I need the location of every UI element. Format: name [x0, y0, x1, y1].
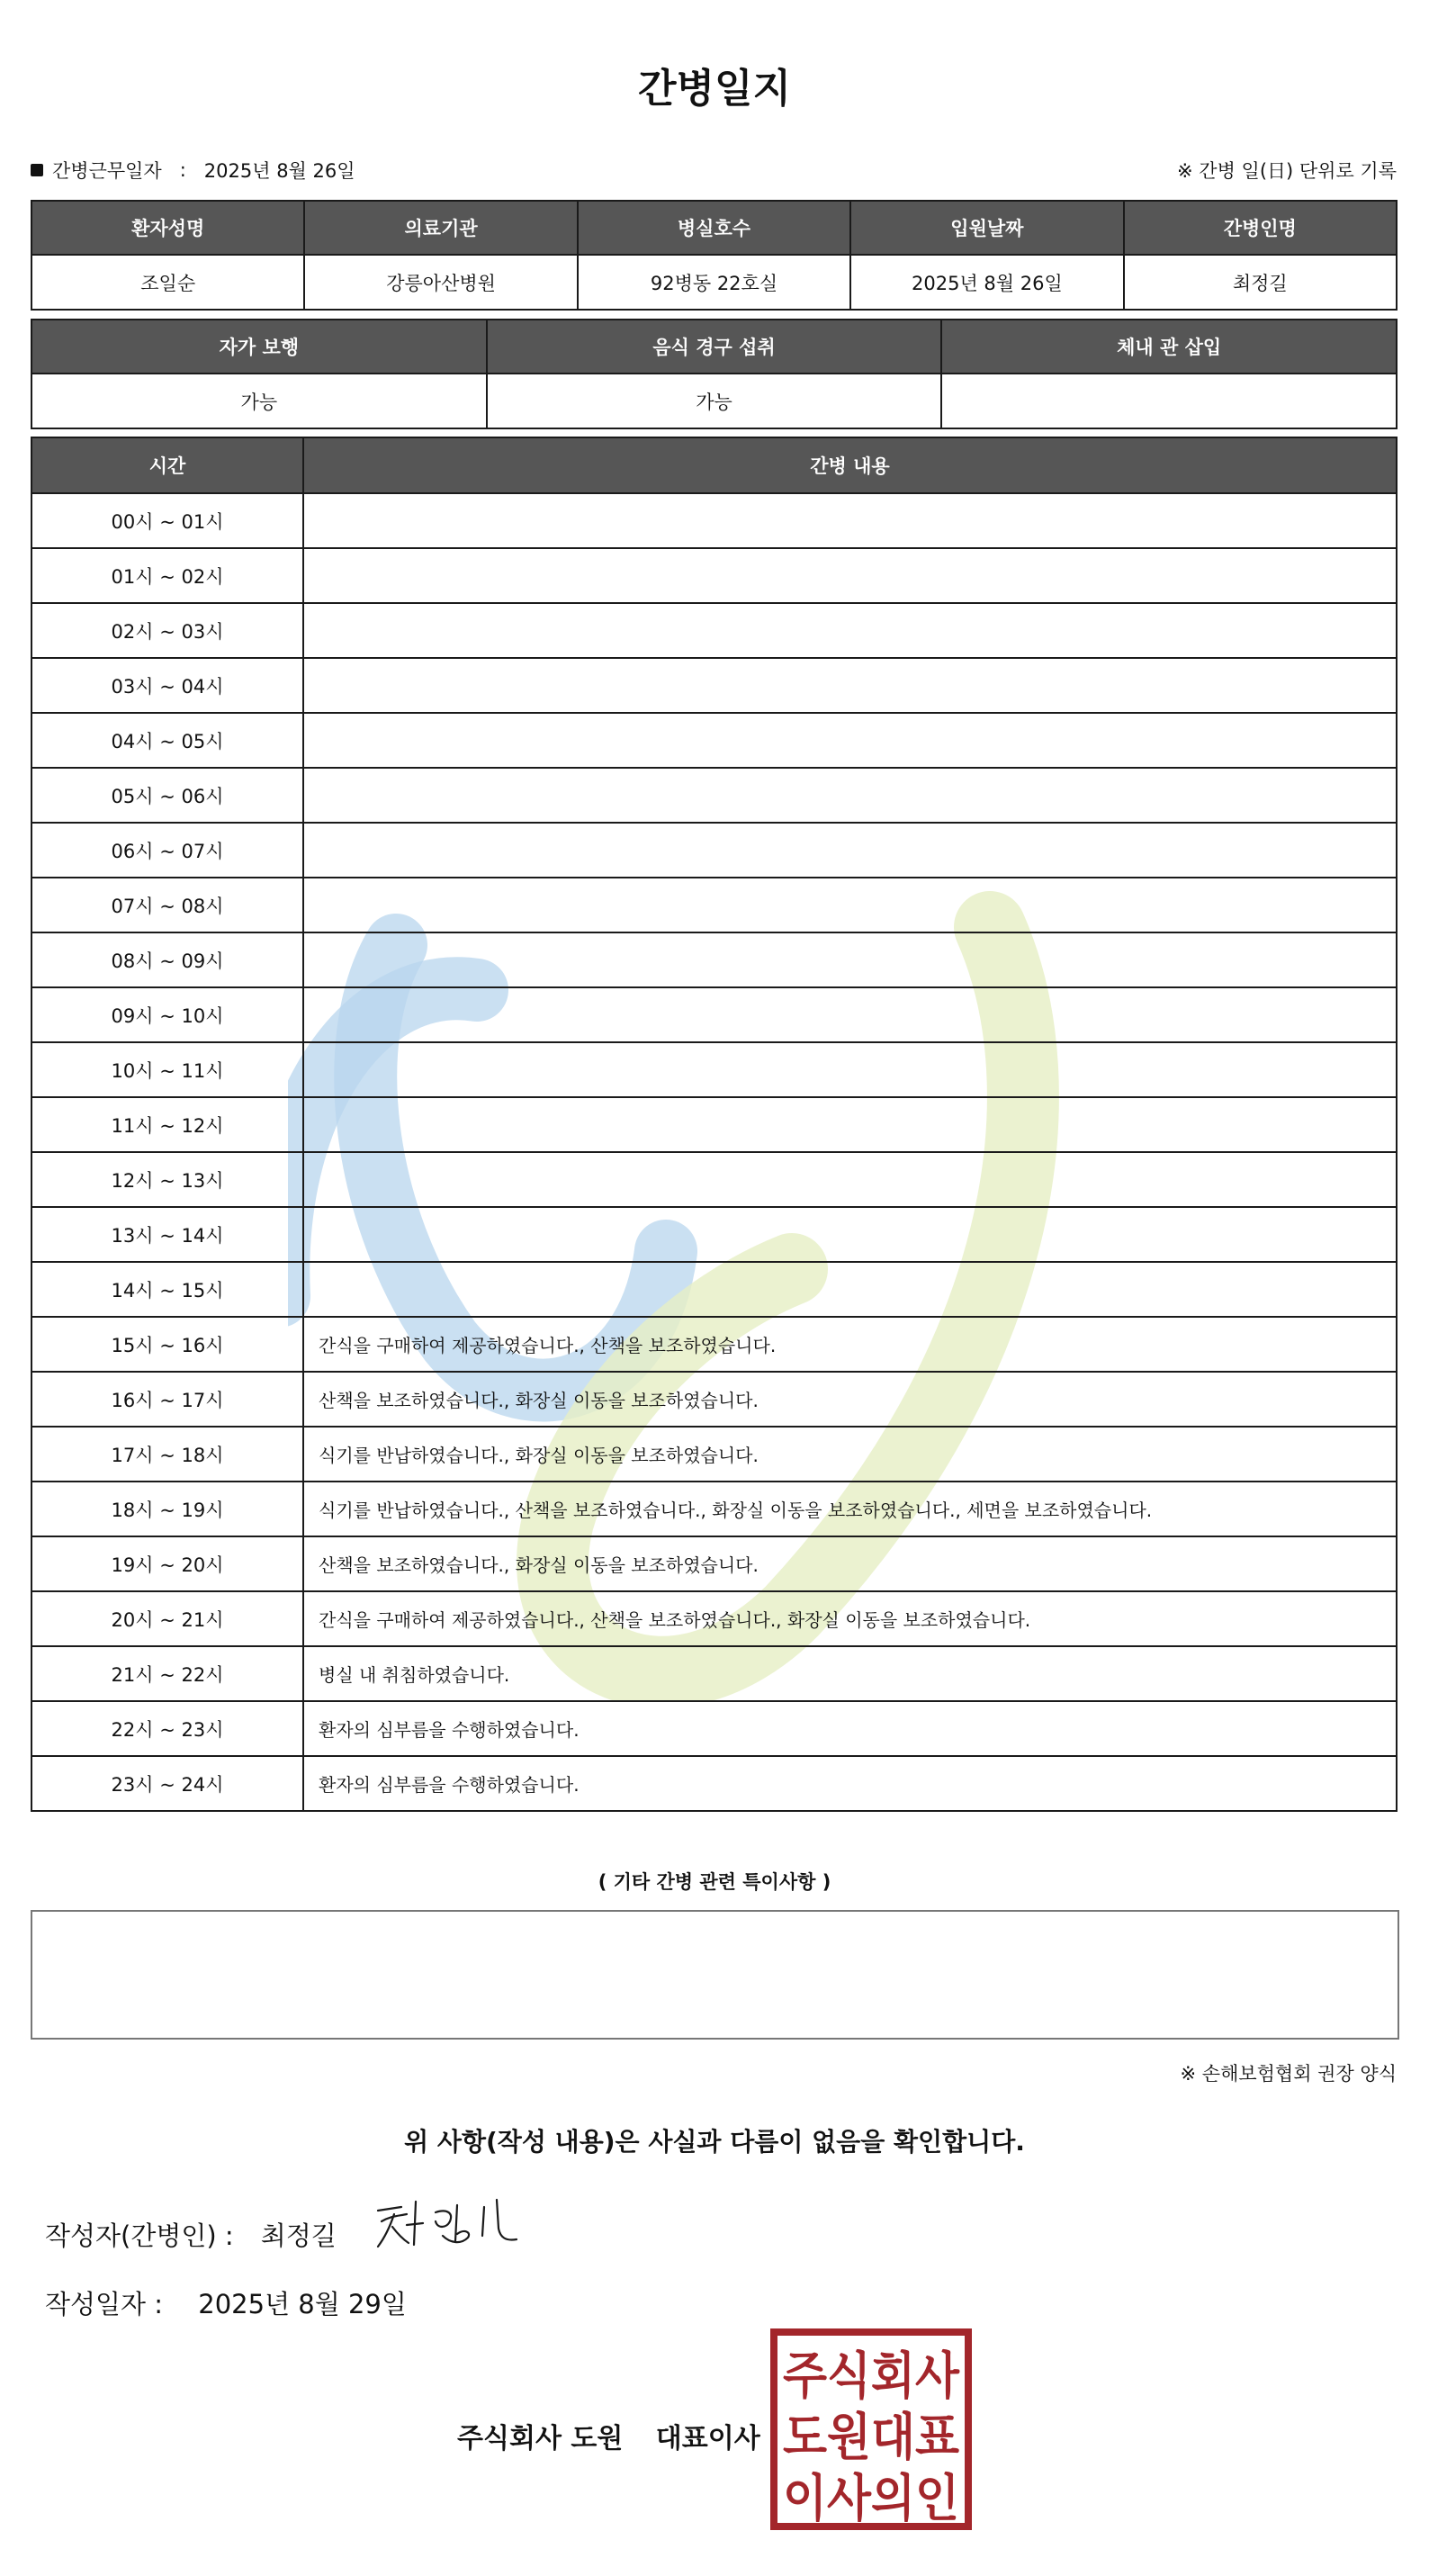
log-row	[31, 1262, 1397, 1317]
log-content	[303, 1152, 1397, 1207]
log-row	[31, 1207, 1397, 1262]
log-row	[31, 1536, 1397, 1591]
log-time: 11시 ~ 12시	[31, 1097, 303, 1152]
header-tube-insertion: 체내 관 삽입	[941, 320, 1397, 374]
remarks-title: ( 기타 간병 관련 특이사항 )	[598, 1871, 831, 1893]
log-time: 09시 ~ 10시	[31, 987, 303, 1042]
log-row	[31, 823, 1397, 878]
log-time: 12시 ~ 13시	[31, 1152, 303, 1207]
seal-line-3: 이사의인	[783, 2470, 959, 2528]
document-title: 간병일지	[637, 66, 791, 112]
log-content: 환자의 심부름을 수행하였습니다.	[303, 1756, 1397, 1811]
author-name: 최정길	[260, 2220, 337, 2251]
oral-intake-status: 가능	[487, 374, 942, 428]
log-content	[303, 1262, 1397, 1317]
form-note: ※ 손해보험협회 권장 양식	[1180, 2063, 1397, 2085]
log-time: 18시 ~ 19시	[31, 1482, 303, 1536]
log-row	[31, 1646, 1397, 1701]
log-content	[303, 878, 1397, 932]
log-time: 14시 ~ 15시	[31, 1262, 303, 1317]
log-content	[303, 1207, 1397, 1262]
log-content	[303, 768, 1397, 823]
log-content: 산책을 보조하였습니다., 화장실 이동을 보조하였습니다.	[303, 1536, 1397, 1591]
log-time: 22시 ~ 23시	[31, 1701, 303, 1756]
header-admission-date: 입원날짜	[850, 201, 1123, 255]
log-row	[31, 1482, 1397, 1536]
log-row	[31, 1701, 1397, 1756]
signature-image	[371, 2189, 533, 2261]
log-content	[303, 713, 1397, 768]
log-content	[303, 548, 1397, 603]
duty-date-colon: :	[179, 159, 186, 181]
log-row	[31, 878, 1397, 932]
log-time: 13시 ~ 14시	[31, 1207, 303, 1262]
log-content: 간식을 구매하여 제공하였습니다., 산책을 보조하였습니다.	[303, 1317, 1397, 1372]
log-row	[31, 1317, 1397, 1372]
patient-name: 조일순	[31, 255, 304, 310]
room-number: 92병동 22호실	[578, 255, 850, 310]
log-time: 16시 ~ 17시	[31, 1372, 303, 1427]
log-content	[303, 493, 1397, 548]
log-row	[31, 493, 1397, 548]
walking-status: 가능	[31, 374, 487, 428]
log-content: 환자의 심부름을 수행하였습니다.	[303, 1701, 1397, 1756]
log-time: 15시 ~ 16시	[31, 1317, 303, 1372]
log-content	[303, 987, 1397, 1042]
log-content	[303, 658, 1397, 713]
admission-date: 2025년 8월 26일	[850, 255, 1123, 310]
log-content: 산책을 보조하였습니다., 화장실 이동을 보조하였습니다.	[303, 1372, 1397, 1427]
duty-date-line	[31, 157, 355, 184]
caregiver-name: 최정길	[1124, 255, 1397, 310]
log-row	[31, 768, 1397, 823]
log-content: 병실 내 취침하였습니다.	[303, 1646, 1397, 1701]
log-row	[31, 603, 1397, 658]
header-oral-intake: 음식 경구 섭취	[487, 320, 942, 374]
header-room: 병실호수	[578, 201, 850, 255]
patient-status-table	[31, 319, 1398, 429]
confirmation-statement: 위 사항(작성 내용)은 사실과 다름이 없음을 확인합니다.	[404, 2127, 1025, 2157]
log-time: 04시 ~ 05시	[31, 713, 303, 768]
log-time: 19시 ~ 20시	[31, 1536, 303, 1591]
header-walking: 자가 보행	[31, 320, 487, 374]
log-content	[303, 603, 1397, 658]
log-time: 17시 ~ 18시	[31, 1427, 303, 1482]
log-row	[31, 1427, 1397, 1482]
log-time: 01시 ~ 02시	[31, 548, 303, 603]
log-row	[31, 713, 1397, 768]
log-time: 03시 ~ 04시	[31, 658, 303, 713]
log-time: 10시 ~ 11시	[31, 1042, 303, 1097]
log-time: 20시 ~ 21시	[31, 1591, 303, 1646]
header-care-content: 간병 내용	[303, 437, 1397, 493]
bullet-square-icon	[31, 164, 43, 176]
log-row	[31, 1372, 1397, 1427]
seal-line-1: 주식회사	[783, 2347, 960, 2406]
care-log-table	[31, 437, 1398, 1812]
log-row	[31, 1152, 1397, 1207]
header-patient-name: 환자성명	[31, 201, 304, 255]
written-date-value: 2025년 8월 29일	[198, 2289, 407, 2319]
log-content: 간식을 구매하여 제공하였습니다., 산책을 보조하였습니다., 화장실 이동을 보조하였습니다.	[303, 1591, 1397, 1646]
log-row	[31, 1042, 1397, 1097]
seal-line-2: 도원대표	[783, 2409, 959, 2467]
log-content	[303, 1042, 1397, 1097]
written-date-label: 작성일자 :	[45, 2289, 164, 2319]
log-row	[31, 548, 1397, 603]
remarks-box	[31, 1910, 1399, 2040]
log-row	[31, 932, 1397, 987]
tube-insertion-status	[941, 374, 1397, 428]
log-time: 08시 ~ 09시	[31, 932, 303, 987]
header-hospital: 의료기관	[304, 201, 577, 255]
patient-info-table	[31, 200, 1398, 311]
log-row	[31, 987, 1397, 1042]
company-seal-stamp	[770, 2328, 972, 2530]
log-content	[303, 1097, 1397, 1152]
hospital-name: 강릉아산병원	[304, 255, 577, 310]
log-row	[31, 1756, 1397, 1811]
written-date-line	[45, 2284, 407, 2321]
header-time: 시간	[31, 437, 303, 493]
author-label: 작성자(간병인) :	[45, 2220, 234, 2251]
log-content: 식기를 반납하였습니다., 화장실 이동을 보조하였습니다.	[303, 1427, 1397, 1482]
log-content: 식기를 반납하였습니다., 산책을 보조하였습니다., 화장실 이동을 보조하였습니다., 세면을 보조하였습니다.	[303, 1482, 1397, 1536]
log-content	[303, 932, 1397, 987]
log-time: 23시 ~ 24시	[31, 1756, 303, 1811]
log-time: 02시 ~ 03시	[31, 603, 303, 658]
company-representative-title: 대표이사	[655, 2423, 760, 2454]
log-content	[303, 823, 1397, 878]
unit-note: ※ 간병 일(日) 단위로 기록	[1177, 160, 1397, 182]
log-time: 07시 ~ 08시	[31, 878, 303, 932]
author-line	[45, 2216, 337, 2253]
company-name: 주식회사 도원	[457, 2423, 624, 2454]
log-time: 00시 ~ 01시	[31, 493, 303, 548]
log-row	[31, 1591, 1397, 1646]
log-time: 05시 ~ 06시	[31, 768, 303, 823]
company-line	[457, 2416, 760, 2455]
duty-date-label: 간병근무일자	[52, 160, 162, 182]
log-time: 21시 ~ 22시	[31, 1646, 303, 1701]
duty-date-value: 2025년 8월 26일	[203, 160, 355, 182]
log-time: 06시 ~ 07시	[31, 823, 303, 878]
log-row	[31, 658, 1397, 713]
log-row	[31, 1097, 1397, 1152]
header-caregiver-name: 간병인명	[1124, 201, 1397, 255]
